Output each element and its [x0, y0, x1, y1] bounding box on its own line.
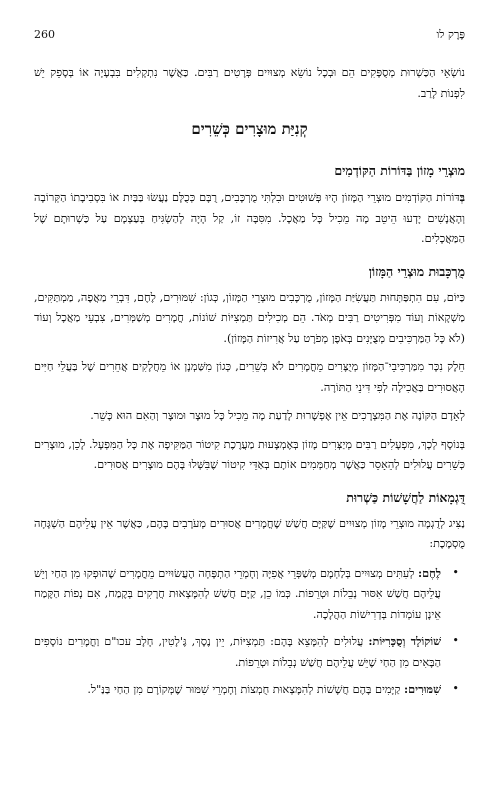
item-text: לְעִתִּים מְצוּיִים בְּלַחְמָם מְשַׁפְּרֵי אֲפִיָּה וְחָמְרֵי הַתְפָּחָה הֶעֲשׂוּיִים מֵחֳמָרִים שֶׁהוּפְקוּ מִן הַחַי וְיֵשׁ עֲלֵיהֶם חֲשַׁשׁ אִסּוּר נְבֵלוֹת וּטְרֵפוֹת. כְּמוֹ כֵן, קַיָּם חֲשַׁשׁ לְהִמָּצְאוּת חֲרָקִים בְּקֶמַח, אִם נְפוֹת הַקֶּמַח אֵינָן עוֹמְדוֹת בְּדְרִישׁוֹת הַהֲלָכָה.: [34, 566, 441, 621]
paragraph: חֵלֶק נִכָּר מִמַּרְכִּיבֵי־הַמָּזוֹן מְיֻצָּרִים מֵחֳמָרִים לֹא כְּשֵׁרִים, כְּגוֹן מִשַּׁמְנָן אוֹ מֵחֲלָקִים אֲחֵרִים שֶׁל בַּעֲלֵי חַיִּים הָאֲסוּרִים בַּאֲכִילָה לְפִי דִּינֵי הַתּוֹרָה.: [34, 360, 465, 394]
subsection-title: מֻרְכָּבוּת מוּצְרֵי הַמָּזוֹן: [368, 263, 465, 279]
paragraph: לְאָדָם הַקּוֹנֶה אֶת הַמִּצְרָכִים אֵין אֶפְשָׁרוּת לָדַעַת מָה מֵכִיל כָּל מוּצָר וּמוּצָר וְהַאִם הוּא כָּשֵׁר.: [90, 409, 465, 422]
paragraph: נַצִּיג לְדֻגְמָה מוּצְרֵי מָזוֹן מְצוּיִים שֶׁקַּיָּם חֲשַׁשׁ שֶׁחֳמָרִים אֲסוּרִים מְעֹרָבִים בָּהֶם, כַּאֲשֶׁר אֵין עֲלֵיהֶם הַשְׁגָּחָה מֻסְמֶכֶת:: [34, 516, 465, 550]
list-item: [34, 631, 459, 673]
item-term: לֶחֶם:: [418, 565, 442, 580]
bullet-icon: •: [452, 565, 459, 579]
item-text: עֲלוּלִים לְהִמָּצֵא בָּהֶם: תַּמְצִיּוֹת, יֵין נֶסֶךְ, גֶּ'לָטִין, חָלָב עכו"ם וַחֳמָרִים נוֹסָפִים הַבָּאִים מִן הַחַי שֶׁיֵּשׁ עֲלֵיהֶם חֲשַׁשׁ נְבֵלוֹת וּטְרֵפוֹת.: [34, 635, 441, 669]
paragraph-text: דּוֹרוֹת הַקּוֹדְמִים מוּצְרֵי הַמָּזוֹן הָיוּ פְּשׁוּטִים וּבִלְתִּי מֻרְכָּבִים, רֻבָּם כְּכֻלָּם נַעֲשׂוּ בַּבַּיִת אוֹ בִּסְבִיבָתוֹ הַקְּרוֹבָה וְהָאֲנָשִׁים יָדְעוּ הֵיטֵב מָה מֵכִיל כָּל מַאֲכָל. מִסִּבָּה זוֹ, קַל הָיָה לְהַשְׂגִּיחַ בְּעַצְמָם עַל כַּשְׁרוּתָם שֶׁל הַמַּאֲכָלִים.: [34, 191, 465, 245]
page-number: 260: [34, 28, 55, 41]
running-head: [34, 28, 465, 41]
section-title: קְנִיַּת מוּצָרִים כְּשֵׁרִים: [191, 120, 308, 138]
paragraph: כַּיּוֹם, עִם הִתְפַּתְּחוּת תַּעֲשִׂיַּת הַמָּזוֹן, מֻרְכָּבִים מוּצְרֵי הַמָּזוֹן, כְּגוֹן: שִׁמּוּרִים, לֶחֶם, דִּבְרֵי מַאֲפֶה, מַמְתַּקִּים, מַשְׁקָאוֹת וְעוֹד מִפְּרִיטִים רַבִּים מְאֹד. הֵם מְכִילִים תַּמְצִיּוֹת שׁוֹנוֹת, חֳמָרִים מְשַׁמְּרִים, צִבְעֵי מַאֲכָל וְעוֹד (לֹא כָּל הַמַּרְכִּיבִים מְצֻיָּנִים בְּאֹפֶן מְפֹרָט עַל אֲרִיזוֹת הַמָּזוֹן).: [34, 290, 465, 345]
subsection-title: דֻּגְמָאוֹת לַחֲשָׁשׁוֹת כַּשְׁרוּת: [346, 489, 465, 505]
paragraph: בְּנוֹסָף לְכָךְ, מִפְעָלִים רַבִּים מְיַצְּרִים מָזוֹן בְּאֶמְצָעוּת מַעֲרֶכֶת קִיטוֹר הַמַּקִּיפָה אֶת כָּל הַמִּפְעָל. לָכֵן, מוּצָרִים כְּשֵׁרִים עֲלוּלִים לְהֵאָסֵר כַּאֲשֶׁר מְחַמְּמִים אוֹתָם בְּאַדֵּי קִיטוֹר שֶׁבִּשְּׁלוּ בָּהֶם מוּצָרִים אֲסוּרִים.: [34, 437, 465, 471]
list-item: [34, 679, 459, 701]
item-text: קַיָּמִים בָּהֶם חֲשָׁשׁוֹת לְהִמָּצְאוּת חֻמְצוֹת וְחָמְרֵי שִׁמּוּר שֶׁמְּקוֹרָם מִן הַחַי בַּנַּ"ל.: [87, 683, 401, 696]
paragraph: [34, 187, 465, 250]
bullet-list: [34, 563, 465, 701]
intro-paragraph: נוֹשְׂאֵי הַכַּשְׁרוּת מְסֻפָּקִים הֵם וּבְכָל נוֹשֵׂא מְצוּיִים פְּרָטִים רַבִּים. כַּאֲשֶׁר נִתְקָלִים בִּבְעָיָה אוֹ בְּסָפֵק יֵשׁ לִפְנוֹת לָרַב.: [34, 66, 465, 100]
item-term: שׁוֹקוֹלָד וְסֻכָּרִיּוֹת:: [368, 634, 441, 648]
item-term: שִׁמּוּרִים:: [404, 682, 441, 696]
list-item: [34, 563, 459, 626]
bullet-icon: •: [452, 634, 459, 647]
drop-cap: בְּ: [459, 190, 465, 204]
chapter-title: פֶּרֶק לו: [436, 28, 465, 41]
bullet-icon: •: [452, 682, 459, 695]
subsection-title: מוּצְרֵי מָזוֹן בַּדּוֹרוֹת הַקּוֹדְמִים: [334, 163, 465, 178]
